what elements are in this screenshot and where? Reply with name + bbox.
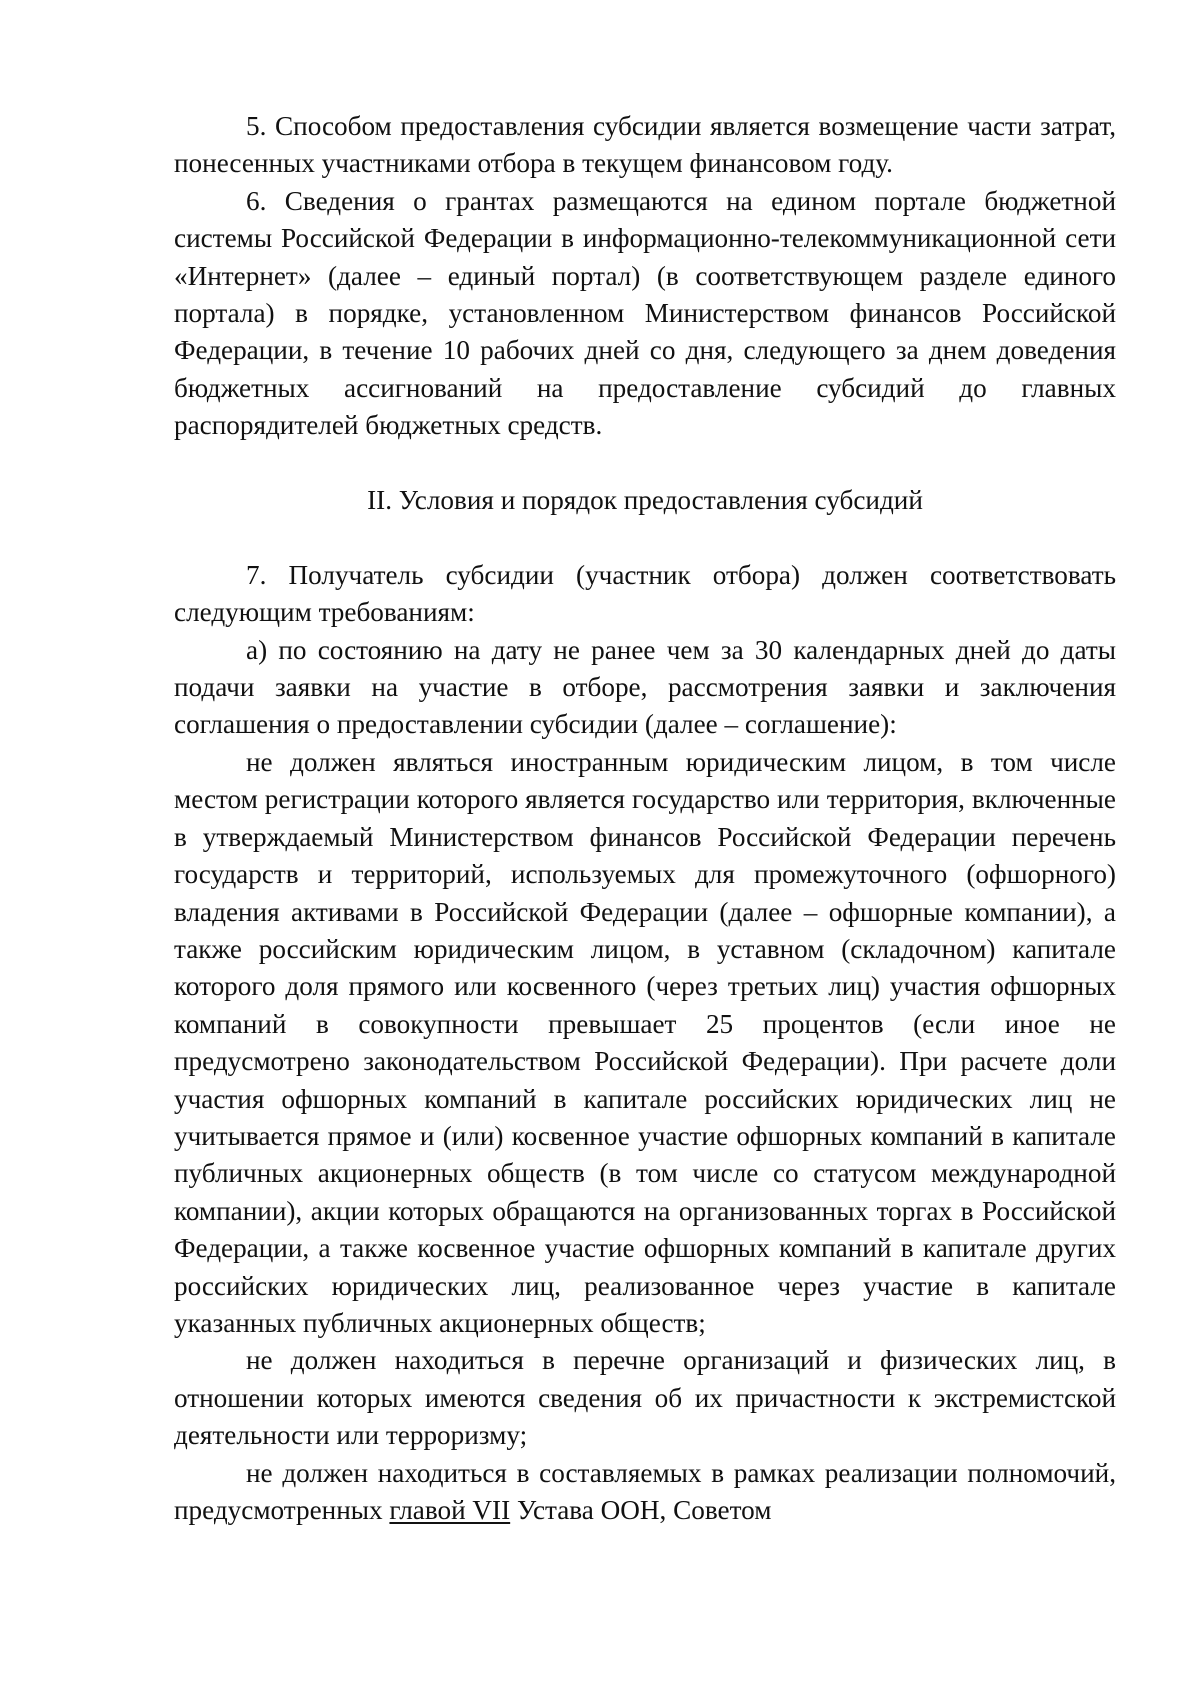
paragraph-5: 5. Способом предоставления субсидии является возмещение части затрат, понесенных участниками отбора в текущем финансовом году.	[174, 111, 1116, 179]
un-text-before: не должен находиться в составляемых в рамках реализации полномочий, предусмотренных	[174, 1457, 1116, 1525]
un-text-after: Устава ООН, Советом	[516, 1495, 772, 1525]
paragraph-extremism: не должен находиться в перечне организаций и физических лиц, в отношении которых имеются сведения об их причастности к экстремистской деятельности или терроризму;	[174, 1345, 1116, 1451]
spacer	[174, 445, 1116, 482]
document-page	[174, 108, 1116, 1529]
paragraph-7: 7. Получатель субсидии (участник отбора) должен соответствовать следующим требованиям:	[174, 559, 1116, 628]
paragraph-6: 6. Сведения о грантах размещаются на едином портале бюджетной системы Российской Федерации в информационно-телекоммуникационной сети «Интернет» (далее – единый портал) (в соответствующем разделе единого портала) в порядке, установленном Министерством финансов Российской Федерации, в течение 10 рабочих дней со дня, следующего за днем доведения бюджетных ассигнований на предоставление субсидий до главных распорядителей бюджетных средств.	[174, 185, 1116, 441]
chapter-vii-link[interactable]: главой VII	[389, 1495, 511, 1525]
section-heading: II. Условия и порядок предоставления субсидий	[367, 485, 923, 516]
paragraph-offshore: не должен являться иностранным юридическим лицом, в том числе местом регистрации которого является государство или территория, включенные в утверждаемый Министерством финансов Российской Федерации перечень государств и территорий, используемых для промежуточного (офшорного) владения активами в Российской Федерации (далее – офшорные компании), а также российским юридическим лицом, в уставном (складочном) капитале которого доля прямого или косвенного (через третьих лиц) участия офшорных компаний в совокупности превышает 25 процентов (если иное не предусмотрено законодательством Российской Федерации). При расчете доли участия офшорных компаний в капитале российских юридических лиц не учитывается прямое и (или) косвенное участие офшорных компаний в капитале публичных акционерных обществ (в том числе со статусом международной компании), акции которых обращаются на организованных торгах в Российской Федерации, а также косвенное участие офшорных компаний в капитале других российских юридических лиц, реализованное через участие в капитале указанных публичных акционерных обществ;	[174, 746, 1116, 1338]
paragraph-un-sanctions	[174, 1455, 1116, 1530]
spacer	[174, 519, 1116, 556]
paragraph-7a: а) по состоянию на дату не ранее чем за 30 календарных дней до даты подачи заявки на участие в отборе, рассмотрения заявки и заключения соглашения о предоставлении субсидии (далее – соглашение):	[174, 634, 1116, 740]
